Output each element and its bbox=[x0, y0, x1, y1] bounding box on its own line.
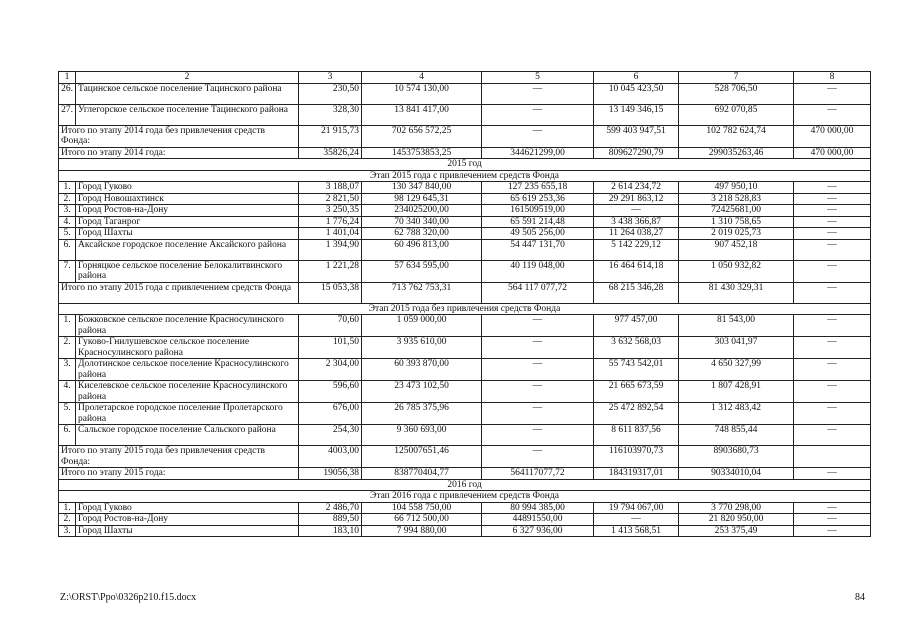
other-sources-cell: — bbox=[794, 337, 871, 359]
area-cell: 1 401,04 bbox=[299, 228, 362, 240]
other-sources-cell: — bbox=[794, 514, 871, 526]
fund-cell: 344621299,00 bbox=[482, 147, 594, 159]
table-header-row bbox=[59, 72, 871, 84]
other-sources-cell: — bbox=[794, 228, 871, 240]
total-cost-cell: 838770404,77 bbox=[362, 468, 482, 480]
total-row bbox=[59, 282, 871, 303]
regional-budget-cell: 25 472 892,54 bbox=[594, 403, 679, 425]
table-row bbox=[59, 83, 871, 104]
fund-cell: — bbox=[482, 104, 594, 125]
regional-budget-cell: 3 632 568,03 bbox=[594, 337, 679, 359]
page-number: 84 bbox=[855, 592, 865, 603]
area-cell: 1 221,28 bbox=[299, 260, 362, 282]
other-sources-cell: — bbox=[794, 239, 871, 260]
section-title: Этап 2015 года с привлечением средств Фонда bbox=[59, 170, 871, 182]
area-cell: 21 915,73 bbox=[299, 125, 362, 147]
local-budget-cell: 1 310 758,65 bbox=[679, 216, 794, 228]
table-row bbox=[59, 514, 871, 526]
row-number: 1. bbox=[59, 182, 76, 194]
row-number: 26. bbox=[59, 83, 76, 104]
row-number: 3. bbox=[59, 525, 76, 537]
fund-cell: 65 619 253,36 bbox=[482, 193, 594, 205]
total-cost-cell: 70 340 340,00 bbox=[362, 216, 482, 228]
settlement-name: Гуково-Гнилушевское сельское поселение Красносулинского района bbox=[76, 337, 299, 359]
local-budget-cell: 299035263,46 bbox=[679, 147, 794, 159]
row-number: 4. bbox=[59, 216, 76, 228]
local-budget-cell: 748 855,44 bbox=[679, 425, 794, 446]
fund-cell: 564117077,72 bbox=[482, 468, 594, 480]
fund-cell: — bbox=[482, 425, 594, 446]
row-number: 6. bbox=[59, 239, 76, 260]
area-cell: 889,50 bbox=[299, 514, 362, 526]
regional-budget-cell: 977 457,00 bbox=[594, 315, 679, 337]
local-budget-cell: 1 050 932,82 bbox=[679, 260, 794, 282]
fund-cell: — bbox=[482, 315, 594, 337]
area-cell: 1 776,24 bbox=[299, 216, 362, 228]
fund-cell: 6 327 936,00 bbox=[482, 525, 594, 537]
settlement-name: Город Новошахтинск bbox=[76, 193, 299, 205]
total-row bbox=[59, 468, 871, 480]
local-budget-cell: 907 452,18 bbox=[679, 239, 794, 260]
row-number: 3. bbox=[59, 359, 76, 381]
total-cost-cell: 9 360 693,00 bbox=[362, 425, 482, 446]
total-cost-cell: 23 473 102,50 bbox=[362, 381, 482, 403]
other-sources-cell: — bbox=[794, 216, 871, 228]
total-row bbox=[59, 125, 871, 147]
other-sources-cell: 470 000,00 bbox=[794, 147, 871, 159]
fund-cell: 54 447 131,70 bbox=[482, 239, 594, 260]
settlement-name: Город Ростов-на-Дону bbox=[76, 514, 299, 526]
total-label: Итого по этапу 2015 года с привлечением средств Фонда bbox=[59, 282, 299, 303]
row-number: 5. bbox=[59, 403, 76, 425]
total-label: Итого по этапу 2014 года без привлечения средств Фонда: bbox=[59, 125, 299, 147]
total-cost-cell: 1453753853,25 bbox=[362, 147, 482, 159]
fund-cell: 80 994 385,00 bbox=[482, 502, 594, 514]
regional-budget-cell: 16 464 614,18 bbox=[594, 260, 679, 282]
other-sources-cell: — bbox=[794, 403, 871, 425]
table-row bbox=[59, 260, 871, 282]
row-number: 6. bbox=[59, 425, 76, 446]
table-row bbox=[59, 502, 871, 514]
area-cell: 2 821,50 bbox=[299, 193, 362, 205]
area-cell: 2 304,00 bbox=[299, 359, 362, 381]
table-row bbox=[59, 216, 871, 228]
other-sources-cell: — bbox=[794, 182, 871, 194]
fund-cell: 127 235 655,18 bbox=[482, 182, 594, 194]
fund-cell: — bbox=[482, 125, 594, 147]
local-budget-cell: 1 807 428,91 bbox=[679, 381, 794, 403]
regional-budget-cell: 116103970,73 bbox=[594, 446, 679, 468]
local-budget-cell: 81 430 329,31 bbox=[679, 282, 794, 303]
settlement-name: Город Таганрог bbox=[76, 216, 299, 228]
local-budget-cell: 8903680,73 bbox=[679, 446, 794, 468]
local-budget-cell: 1 312 483,42 bbox=[679, 403, 794, 425]
total-cost-cell: 60 393 870,00 bbox=[362, 359, 482, 381]
column-number-cell: 5 bbox=[482, 72, 594, 84]
section-title: 2015 год bbox=[59, 159, 871, 171]
row-number: 1. bbox=[59, 502, 76, 514]
table-row bbox=[59, 104, 871, 125]
regional-budget-cell: 29 291 863,12 bbox=[594, 193, 679, 205]
settlement-name: Аксайское городское поселение Аксайского района bbox=[76, 239, 299, 260]
regional-budget-cell: — bbox=[594, 514, 679, 526]
settlement-name: Город Ростов-на-Дону bbox=[76, 205, 299, 217]
column-number-cell: 8 bbox=[794, 72, 871, 84]
fund-cell: — bbox=[482, 381, 594, 403]
footer-file-path: Z:\ORST\Ppo\0326p210.f15.docx bbox=[60, 592, 197, 603]
area-cell: 254,30 bbox=[299, 425, 362, 446]
table-row bbox=[59, 525, 871, 537]
settlement-name: Божковское сельское поселение Красносулинского района bbox=[76, 315, 299, 337]
regional-budget-cell: 68 215 346,28 bbox=[594, 282, 679, 303]
other-sources-cell: — bbox=[794, 282, 871, 303]
table-row bbox=[59, 425, 871, 446]
total-row bbox=[59, 446, 871, 468]
table-row bbox=[59, 228, 871, 240]
table-row bbox=[59, 315, 871, 337]
settlement-name: Город Гуково bbox=[76, 182, 299, 194]
area-cell: 19056,38 bbox=[299, 468, 362, 480]
section-header-row bbox=[59, 170, 871, 182]
settlement-name: Горняцкое сельское поселение Белокалитвинского района bbox=[76, 260, 299, 282]
settlement-name: Город Шахты bbox=[76, 525, 299, 537]
fund-cell: 40 119 048,00 bbox=[482, 260, 594, 282]
total-cost-cell: 62 788 320,00 bbox=[362, 228, 482, 240]
other-sources-cell: — bbox=[794, 205, 871, 217]
row-number: 7. bbox=[59, 260, 76, 282]
total-cost-cell: 57 634 595,00 bbox=[362, 260, 482, 282]
regional-budget-cell: 11 264 038,27 bbox=[594, 228, 679, 240]
settlement-name: Киселевское сельское поселение Красносулинского района bbox=[76, 381, 299, 403]
regional-budget-cell: — bbox=[594, 205, 679, 217]
section-header-row bbox=[59, 159, 871, 171]
table-row bbox=[59, 381, 871, 403]
row-number: 1. bbox=[59, 315, 76, 337]
regional-budget-cell: 2 614 234,72 bbox=[594, 182, 679, 194]
column-number-cell: 6 bbox=[594, 72, 679, 84]
housing-program-table bbox=[58, 71, 871, 537]
fund-cell: 564 117 077,72 bbox=[482, 282, 594, 303]
area-cell: 101,50 bbox=[299, 337, 362, 359]
section-header-row bbox=[59, 479, 871, 491]
regional-budget-cell: 5 142 229,12 bbox=[594, 239, 679, 260]
section-header-row bbox=[59, 491, 871, 503]
area-cell: 230,50 bbox=[299, 83, 362, 104]
settlement-name: Пролетарское городское поселение Пролетарского района bbox=[76, 403, 299, 425]
settlement-name: Углегорское сельское поселение Тацинского района bbox=[76, 104, 299, 125]
local-budget-cell: 3 770 298,00 bbox=[679, 502, 794, 514]
total-cost-cell: 1 059 000,00 bbox=[362, 315, 482, 337]
other-sources-cell: — bbox=[794, 315, 871, 337]
column-number-cell: 7 bbox=[679, 72, 794, 84]
column-number-cell: 1 bbox=[59, 72, 76, 84]
row-number: 5. bbox=[59, 228, 76, 240]
other-sources-cell: — bbox=[794, 468, 871, 480]
total-cost-cell: 130 347 840,00 bbox=[362, 182, 482, 194]
area-cell: 596,60 bbox=[299, 381, 362, 403]
other-sources-cell: — bbox=[794, 502, 871, 514]
area-cell: 2 486,70 bbox=[299, 502, 362, 514]
fund-cell: 44891550,00 bbox=[482, 514, 594, 526]
regional-budget-cell: 21 665 673,59 bbox=[594, 381, 679, 403]
local-budget-cell: 497 950,10 bbox=[679, 182, 794, 194]
column-number-cell: 2 bbox=[76, 72, 299, 84]
area-cell: 676,00 bbox=[299, 403, 362, 425]
fund-cell: 161509519,00 bbox=[482, 205, 594, 217]
local-budget-cell: 102 782 624,74 bbox=[679, 125, 794, 147]
other-sources-cell bbox=[794, 446, 871, 468]
total-cost-cell: 125007651,46 bbox=[362, 446, 482, 468]
local-budget-cell: 2 019 025,73 bbox=[679, 228, 794, 240]
table-row bbox=[59, 205, 871, 217]
fund-cell: — bbox=[482, 446, 594, 468]
total-cost-cell: 13 841 417,00 bbox=[362, 104, 482, 125]
section-title: Этап 2016 года с привлечением средств Фонда bbox=[59, 491, 871, 503]
local-budget-cell: 21 820 950,00 bbox=[679, 514, 794, 526]
regional-budget-cell: 8 611 837,56 bbox=[594, 425, 679, 446]
total-label: Итого по этапу 2015 года без привлечения средств Фонда: bbox=[59, 446, 299, 468]
regional-budget-cell: 19 794 067,00 bbox=[594, 502, 679, 514]
other-sources-cell: — bbox=[794, 425, 871, 446]
other-sources-cell: — bbox=[794, 525, 871, 537]
table-row bbox=[59, 403, 871, 425]
fund-cell: — bbox=[482, 337, 594, 359]
column-number-cell: 4 bbox=[362, 72, 482, 84]
other-sources-cell: — bbox=[794, 381, 871, 403]
settlement-name: Город Гуково bbox=[76, 502, 299, 514]
fund-cell: 65 591 214,48 bbox=[482, 216, 594, 228]
other-sources-cell: — bbox=[794, 193, 871, 205]
row-number: 3. bbox=[59, 205, 76, 217]
total-row bbox=[59, 147, 871, 159]
row-number: 2. bbox=[59, 193, 76, 205]
area-cell: 3 250,35 bbox=[299, 205, 362, 217]
total-cost-cell: 98 129 645,31 bbox=[362, 193, 482, 205]
table-row bbox=[59, 337, 871, 359]
regional-budget-cell: 13 149 346,15 bbox=[594, 104, 679, 125]
table-row bbox=[59, 193, 871, 205]
fund-cell: — bbox=[482, 83, 594, 104]
section-title: Этап 2015 года без привлечения средств Фонда bbox=[59, 303, 871, 315]
area-cell: 3 188,07 bbox=[299, 182, 362, 194]
total-cost-cell: 10 574 130,00 bbox=[362, 83, 482, 104]
area-cell: 183,10 bbox=[299, 525, 362, 537]
total-cost-cell: 234025200,00 bbox=[362, 205, 482, 217]
local-budget-cell: 692 070,85 bbox=[679, 104, 794, 125]
other-sources-cell: — bbox=[794, 83, 871, 104]
local-budget-cell: 528 706,50 bbox=[679, 83, 794, 104]
other-sources-cell: — bbox=[794, 104, 871, 125]
total-cost-cell: 60 496 813,00 bbox=[362, 239, 482, 260]
regional-budget-cell: 1 413 568,51 bbox=[594, 525, 679, 537]
total-cost-cell: 26 785 375,96 bbox=[362, 403, 482, 425]
table-row bbox=[59, 239, 871, 260]
local-budget-cell: 81 543,00 bbox=[679, 315, 794, 337]
total-cost-cell: 104 558 750,00 bbox=[362, 502, 482, 514]
area-cell: 35826,24 bbox=[299, 147, 362, 159]
area-cell: 15 053,38 bbox=[299, 282, 362, 303]
local-budget-cell: 303 041,97 bbox=[679, 337, 794, 359]
settlement-name: Сальское городское поселение Сальского района bbox=[76, 425, 299, 446]
area-cell: 1 394,90 bbox=[299, 239, 362, 260]
row-number: 4. bbox=[59, 381, 76, 403]
total-label: Итого по этапу 2015 года: bbox=[59, 468, 299, 480]
settlement-name: Долотинское сельское поселение Красносулинского района bbox=[76, 359, 299, 381]
regional-budget-cell: 10 045 423,50 bbox=[594, 83, 679, 104]
table-row bbox=[59, 182, 871, 194]
settlement-name: Тацинское сельское поселение Тацинского района bbox=[76, 83, 299, 104]
table-row bbox=[59, 359, 871, 381]
local-budget-cell: 90334010,04 bbox=[679, 468, 794, 480]
section-header-row bbox=[59, 303, 871, 315]
total-cost-cell: 66 712 500,00 bbox=[362, 514, 482, 526]
regional-budget-cell: 55 743 542,01 bbox=[594, 359, 679, 381]
other-sources-cell: — bbox=[794, 260, 871, 282]
fund-cell: — bbox=[482, 359, 594, 381]
regional-budget-cell: 599 403 947,51 bbox=[594, 125, 679, 147]
area-cell: 70,60 bbox=[299, 315, 362, 337]
settlement-name: Город Шахты bbox=[76, 228, 299, 240]
total-cost-cell: 3 935 610,00 bbox=[362, 337, 482, 359]
other-sources-cell: 470 000,00 bbox=[794, 125, 871, 147]
regional-budget-cell: 809627290,79 bbox=[594, 147, 679, 159]
column-number-cell: 3 bbox=[299, 72, 362, 84]
local-budget-cell: 4 650 327,99 bbox=[679, 359, 794, 381]
row-number: 2. bbox=[59, 337, 76, 359]
local-budget-cell: 72425681,00 bbox=[679, 205, 794, 217]
fund-cell: 49 505 256,00 bbox=[482, 228, 594, 240]
regional-budget-cell: 184319317,01 bbox=[594, 468, 679, 480]
total-cost-cell: 7 994 880,00 bbox=[362, 525, 482, 537]
fund-cell: — bbox=[482, 403, 594, 425]
section-title: 2016 год bbox=[59, 479, 871, 491]
total-cost-cell: 713 762 753,31 bbox=[362, 282, 482, 303]
area-cell: 328,30 bbox=[299, 104, 362, 125]
total-cost-cell: 702 656 572,25 bbox=[362, 125, 482, 147]
area-cell: 4003,00 bbox=[299, 446, 362, 468]
total-label: Итого по этапу 2014 года: bbox=[59, 147, 299, 159]
local-budget-cell: 253 375,49 bbox=[679, 525, 794, 537]
local-budget-cell: 3 218 528,83 bbox=[679, 193, 794, 205]
other-sources-cell: — bbox=[794, 359, 871, 381]
row-number: 27. bbox=[59, 104, 76, 125]
row-number: 2. bbox=[59, 514, 76, 526]
regional-budget-cell: 3 438 366,87 bbox=[594, 216, 679, 228]
